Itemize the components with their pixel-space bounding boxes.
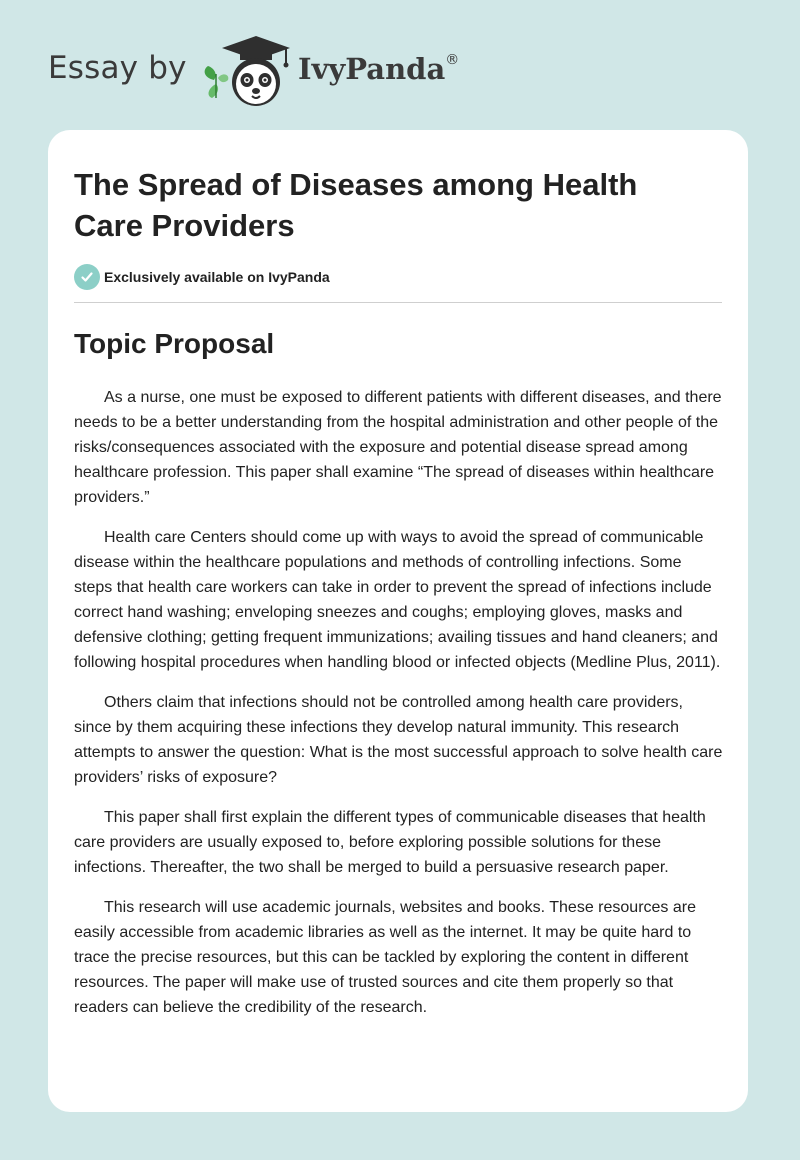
divider <box>74 302 722 303</box>
exclusive-badge <box>74 264 330 290</box>
panda-graduate-icon[interactable] <box>200 34 296 110</box>
essay-card <box>48 130 748 1112</box>
paragraph: This paper shall first explain the different types of communicable diseases that health care providers are usually exposed to, before exploring possible solutions for these infections. Thereafter, the two shall be merged to build a persuasive research paper. <box>74 809 706 876</box>
check-icon <box>74 264 100 290</box>
essay-title: The Spread of Diseases among Health Care Providers <box>74 167 638 243</box>
essay-by-label: Essay by <box>48 50 187 86</box>
paragraph: As a nurse, one must be exposed to different patients with different diseases, and there needs to be a better understanding from the hospital administration and other people of the risks/consequences associated with the exposure and potential disease spread among healthcare profession. This paper shall examine “The spread of diseases within healthcare providers.” <box>74 389 722 506</box>
site-header <box>48 30 548 110</box>
paragraph: Health care Centers should come up with ways to avoid the spread of communicable disease within the healthcare populations and methods of controlling infections. Some steps that health care workers can take in order to prevent the spread of infections include correct hand washing; enveloping sneezes and coughs; employing gloves, masks and defensive clothing; getting frequent immunizations; availing tissues and hand cleaners; and following hospital procedures when handling blood or infected objects (Medline Plus, 2011). <box>74 529 721 671</box>
section-heading: Topic Proposal <box>74 328 275 359</box>
brand-name[interactable]: IvyPanda® <box>298 52 460 86</box>
paragraph: This research will use academic journals, websites and books. These resources are easily accessible from academic libraries as well as the internet. It may be quite hard to trace the precise resources, but this can be tackled by exploring the content in different resources. The paper will make use of trusted sources and cite them properly so that readers can believe the credibility of the research. <box>74 899 696 1016</box>
badge-label: Exclusively available on IvyPanda <box>104 269 330 285</box>
registered-mark: ® <box>445 52 460 69</box>
essay-body <box>74 385 724 1035</box>
paragraph: Others claim that infections should not be controlled among health care providers, since by them acquiring these infections they develop natural immunity. This research attempts to answer the question: What is the most successful approach to solve health care providers’ risks of exposure? <box>74 694 723 786</box>
leaf-icon <box>205 66 229 98</box>
